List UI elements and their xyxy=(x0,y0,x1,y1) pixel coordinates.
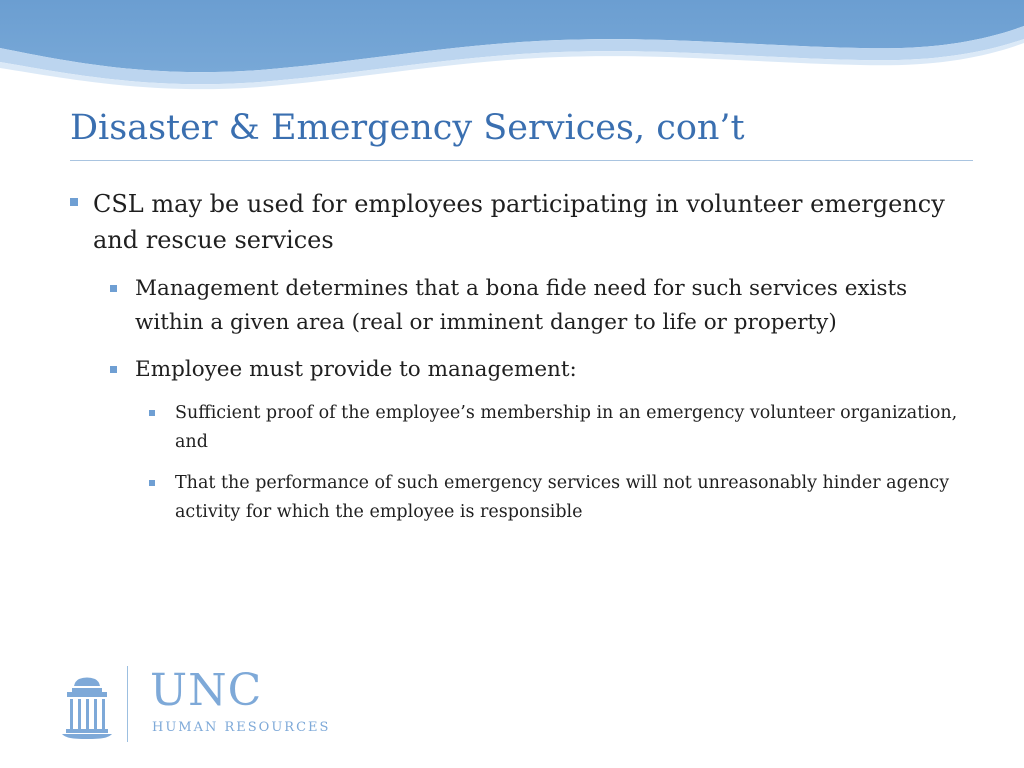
bullet-text: That the performance of such emergency services will not unreasonably hinder agency activity for which the employee is responsible xyxy=(175,473,950,522)
bullet-level-3-performance xyxy=(149,469,960,527)
square-bullet-icon xyxy=(149,410,155,416)
bell-tower-icon xyxy=(58,676,116,740)
bullet-text: CSL may be used for employees participating in volunteer emergency and rescue services xyxy=(93,190,945,254)
bullet-text: Sufficient proof of the employee’s membership in an emergency volunteer organization, and xyxy=(175,403,958,452)
bullet-level-3-proof xyxy=(149,399,960,457)
square-bullet-icon xyxy=(70,198,78,206)
logo-divider xyxy=(127,666,128,742)
unc-hr-logo xyxy=(58,666,358,748)
bullet-level-2-management xyxy=(110,272,960,340)
title-divider xyxy=(70,160,973,161)
slide-content xyxy=(70,186,960,527)
square-bullet-icon xyxy=(110,285,117,292)
bullet-level-1 xyxy=(70,186,960,258)
header-wave-decoration xyxy=(0,0,1024,95)
bullet-level-2-employee xyxy=(110,353,960,387)
logo-unc-text: UNC xyxy=(150,665,263,716)
slide-title: Disaster & Emergency Services, con’t xyxy=(70,108,745,148)
logo-subtitle: HUMAN RESOURCES xyxy=(152,720,331,735)
header-wave-svg xyxy=(0,0,1024,95)
bullet-text: Employee must provide to management: xyxy=(135,357,577,382)
square-bullet-icon xyxy=(149,480,155,486)
bullet-text: Management determines that a bona fide need for such services exists within a given area (real or imminent danger to life or property) xyxy=(135,276,908,335)
square-bullet-icon xyxy=(110,366,117,373)
